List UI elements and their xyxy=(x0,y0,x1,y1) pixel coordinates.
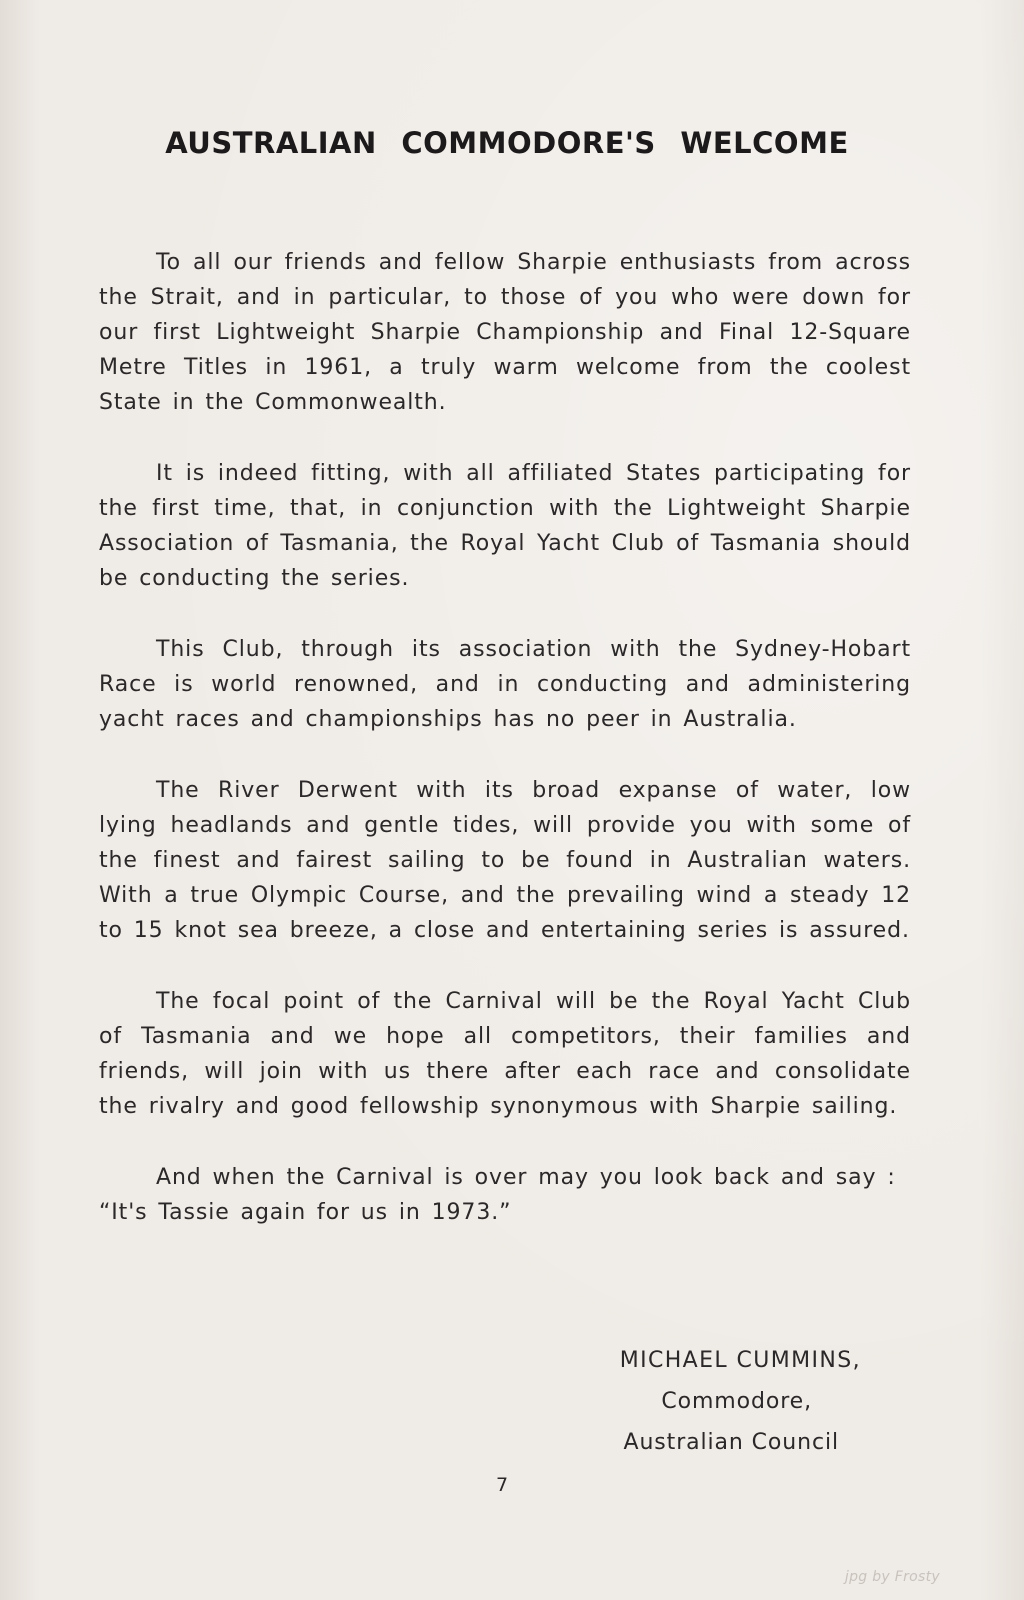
page-title: AUSTRALIAN COMMODORE'S WELCOME xyxy=(165,126,849,160)
paragraph-2: It is indeed fitting, with all affiliated States participating for the first time, that, in conjunction with the Lightweight Sharpie Association of Tasmania, the Royal Yacht Club of Tasmania should be conducting the series. xyxy=(99,461,911,591)
paragraph-3: This Club, through its association with the Sydney-Hobart Race is world renowned, and in conducting and administering yacht races and championships has no peer in Australia. xyxy=(99,637,911,732)
signatory-organization: Australian Council xyxy=(623,1430,839,1455)
scan-watermark: jpg by Frosty xyxy=(844,1569,940,1585)
paragraph-4: The River Derwent with its broad expanse of water, low lying headlands and gentle tides, will provide you with some of the finest and fairest sailing to be found in Australian waters. With a true Olympic Course, and the prevailing wind a steady 12 to 15 knot sea breeze, a close and entertaining series is assured. xyxy=(99,778,911,943)
body-text xyxy=(99,245,911,1266)
signature-block xyxy=(560,1340,900,1463)
paragraph-5: The focal point of the Carnival will be the Royal Yacht Club of Tasmania and we hope all competitors, their families and friends, will join with us there after each race and consolidate the rivalry and good fellowship synonymous with Sharpie sailing. xyxy=(99,989,911,1119)
paragraph-6: And when the Carnival is over may you look back and say : “It's Tassie again for us in 1973.” xyxy=(99,1165,896,1225)
signatory-name: MICHAEL CUMMINS, xyxy=(619,1348,861,1373)
signatory-title: Commodore, xyxy=(661,1389,812,1414)
paragraph-1: To all our friends and fellow Sharpie enthusiasts from across the Strait, and in particular, to those of you who were down for our first Lightweight Sharpie Championship and Final 12-Square Metre Titles in 1961, a truly warm welcome from the coolest State in the Commonwealth. xyxy=(99,250,911,415)
page-number: 7 xyxy=(495,1474,509,1496)
